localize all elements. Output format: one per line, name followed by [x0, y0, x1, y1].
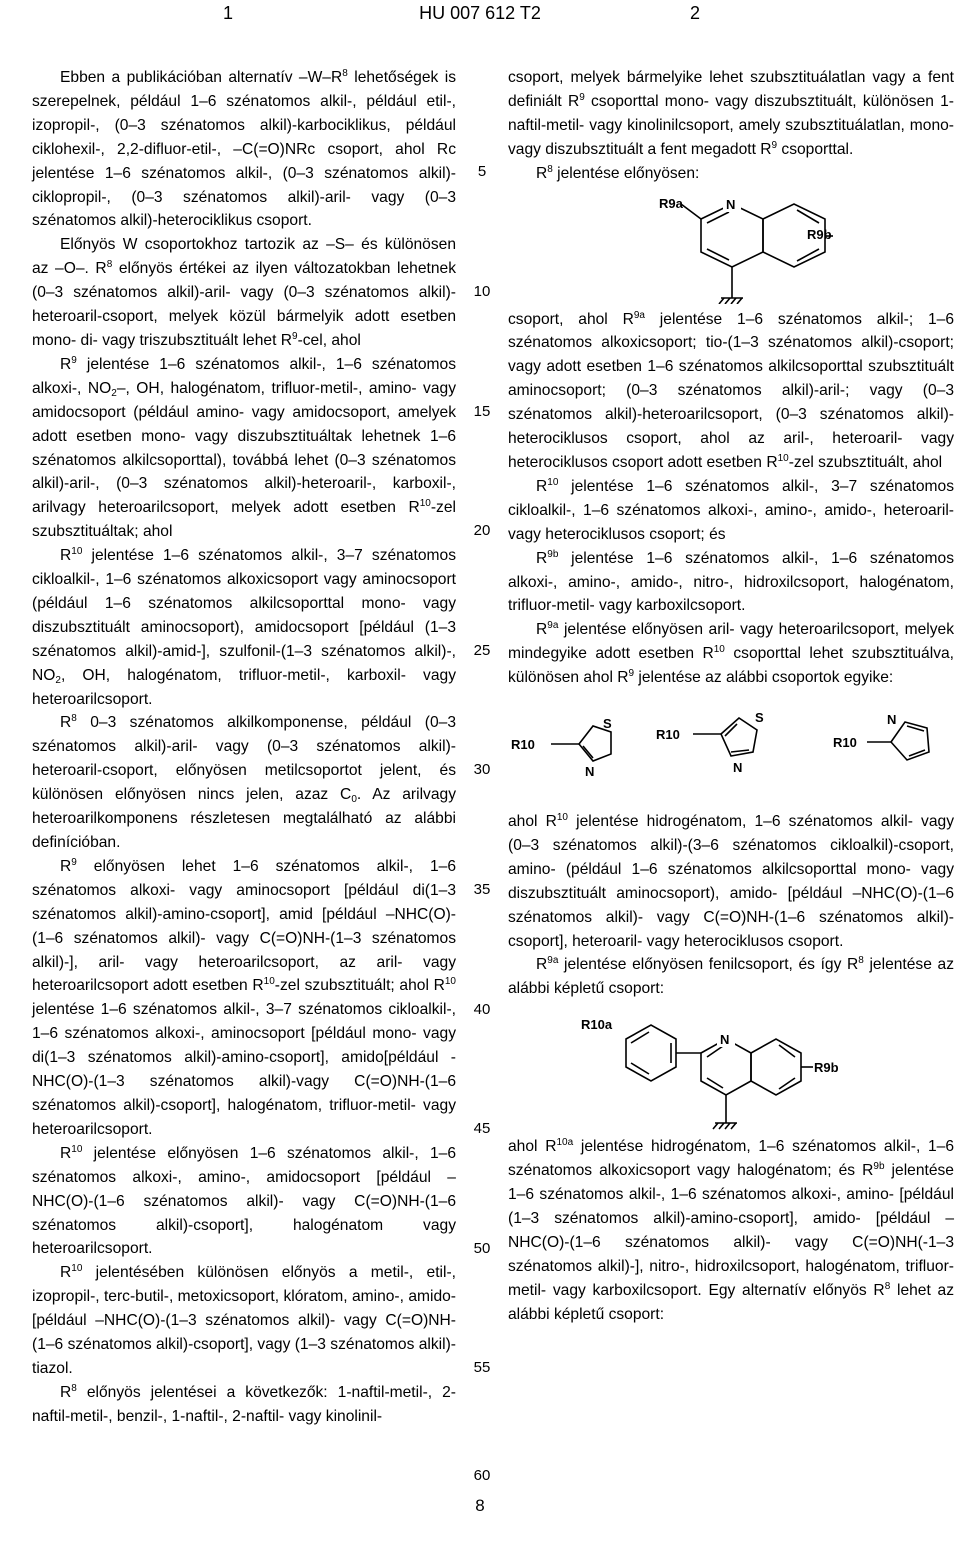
nitrogen-label: N	[720, 1032, 730, 1048]
paragraph: ahol $R^{10}$ jelentése hidrogénatom, 1–6 szénatomos alkil- vagy (0–3 szénatomos alkil)-(3–6 szénatomos cikloalkil)-csoport, amino- (például 1–6 szénatomos alkilcsoporttal mono- vagy diszubsztituált aminocsoport), amido- [például –NHC(O)-(1–6 szénatomos alkil)- vagy C(=O)NH-(1–6 szénatomos alkil)-csoport], heteroaril- vagy heterociklusos csoport.	[508, 812, 954, 950]
line-number: 35	[473, 881, 491, 898]
paragraph: $R^9$ előnyösen lehet 1–6 szénatomos alkil-, 1–6 szénatomos alkoxi- vagy aminocsoport [például di(1–3 szénatomos alkil)-amino-csoport], amid [például –NHC(O)-(1–6 szénatomos alkil)- vagy C(=O)NH-(1–3 szénatomos alkil)-], aril- vagy heteroarilcsoport, az aril- vagy heteroarilcsoport adott esetben $R^{10}$-zel szubsztituált; ahol $R^{10}$ jelentése 1–6 szénatomos alkil-, 3–7 szénatomos cikloalkil-, 1–6 szénatomos alkoxi-, aminocsoport [például mono- vagy di(1–3 szénatomos alkil)-amino-csoport], amido[például -NHC(O)-(1–3 szénatomos alkil)-vagy C(=O)NH-(1–6 szénatomos alkil)-csoport], halogénatom, trifluor-metil- vagy heteroarilcsoport.	[32, 856, 456, 1138]
line-number: 5	[477, 163, 487, 180]
r9b-label: R9b	[807, 226, 832, 242]
r9b-label: R9b	[814, 1060, 839, 1076]
page-number: 8	[475, 1496, 485, 1515]
paragraph: ahol $R^{10a}$ jelentése hidrogénatom, 1–6 szénatomos alkil-, 1–6 szénatomos alkoxicsoport vagy halogénatom; és $R^{9b}$ jelentése 1–6 szénatomos alkil-, 1–6 szénatomos alkoxi-, amino- [például (1–3 szénatomos alkil)-amino-csoport], amido- [például –NHC(O)-(1–6 szénatomos alkil)- vagy C(=O)NH(-1–3 szénatomos alkil)-], nitro-, hidroxilcsoport, halogénatom, trifluor-metil- vagy karboxilcsoport. Egy alternatív előnyös $R^8$ lehet az alábbi képletű csoport:	[508, 1137, 954, 1323]
paragraph: $R^8$ 0–3 szénatomos alkilkomponense, például (0–3 szénatomos alkil)-aril- vagy (0–3 szénatomos alkil)-heteroaril-csoport, előnyösen metilcsoportot jelent, és különösen előnyösen nincs jelen, azaz $C_0$. Az arilvagy heteroarilkomponens részletesen megtalálható az alábbi definícióban.	[32, 713, 456, 851]
left-column	[32, 66, 456, 1429]
line-number: 25	[473, 642, 491, 659]
patent-number: HU 007 612 T2	[419, 3, 541, 23]
line-number: 60	[473, 1467, 491, 1484]
nitrogen-label: N	[585, 764, 595, 780]
heteroaryl-groups-figure	[511, 706, 951, 796]
nitrogen-label: N	[733, 760, 743, 776]
quinoline-structure-figure	[621, 194, 841, 304]
paragraph: $R^{10}$ jelentése 1–6 szénatomos alkil-, 3–7 szénatomos cikloalkil-, 1–6 szénatomos alkoxicsoport vagy aminocsoport (például 1–6 szénatomos alkilcsoporttal mono- vagy diszubsztituált aminocsoport), amidocsoport [például (1–3 szénatomos alkil)-amid-], szulfonil-(1–3 szénatomos alkil)-, $NO_2$, OH, halogénatom, trifluor-metil-, karboxil- vagy heteroarilcsoport.	[32, 546, 456, 708]
line-number: 40	[473, 1001, 491, 1018]
phenylquinoline-structure-figure	[581, 1009, 881, 1131]
paragraph: Előnyös W csoportokhoz tartozik az –S– és különösen az –O–. $R^8$ előnyös értékei az ilyen változatokban lehetnek (0–3 szénatomos alkil)-aril- vagy (0–3 szénatomos alkil)-heteroaril-csoport, melyek közül bármelyik adott esetben mono- di- vagy triszubsztituált lehet $R^9$-cel, ahol	[32, 236, 457, 349]
paragraph: $R^9$ jelentése 1–6 szénatomos alkil-, 1–6 szénatomos alkoxi-, $NO_2-$, OH, halogénatom, trifluor-metil-, amino- vagy amidocsoport (például amino- vagy amidocsoport, amelyek adott esetben mono- vagy diszubsztituáltak lehetnek 1–6 szénatomos alkilcsoporttal), továbbá lehet (0–3 szénatomos alkil)-aril-, (0–3 szénatomos alkil)-heteroaril-, karboxil-, arilvagy heteroarilcsoport, melyek adott esetben $R^{10}$-zel szubsztituáltak; ahol	[32, 354, 456, 541]
line-number: 20	[473, 522, 491, 539]
line-number: 45	[473, 1120, 491, 1137]
line-number: 15	[473, 403, 491, 420]
paragraph: $R^{9a}$ jelentése előnyösen aril- vagy heteroarilcsoport, melyek mindegyike adott esetben $R^{10}$ csoporttal lehet szubsztituálva, különösen ahol $R^9$ jelentése az alábbi csoportok egyike:	[508, 620, 954, 687]
line-number: 50	[473, 1240, 491, 1257]
line-number: 10	[473, 283, 491, 300]
nitrogen-label: N	[726, 196, 736, 212]
sulfur-label: S	[755, 710, 764, 726]
paragraph: $R^{9a}$ jelentése előnyösen fenilcsoport, és így $R^8$ jelentése az alábbi képletű csoport:	[508, 955, 954, 998]
paragraph: $R^{9b}$ jelentése 1–6 szénatomos alkil-, 1–6 szénatomos alkoxi-, amino-, amido-, nitro-, hidroxilcsoport, halogénatom, trifluor-metil- vagy karboxilcsoport.	[508, 548, 954, 615]
r10a-label: R10a	[581, 1017, 613, 1033]
paragraph: csoport, melyek bármelyike lehet szubsztituálatlan vagy a fent definiált $R^9$ csoporttal mono- vagy diszubsztituált, különösen 1-naftil-metil- vagy kinolinilcsoport, amely szubsztituálatlan, mono- vagy diszubsztituált a fent megadott $R^9$ csoporttal.	[508, 69, 954, 158]
sulfur-label: S	[603, 716, 612, 732]
column-number-left: 1	[223, 3, 234, 23]
nitrogen-label: N	[887, 712, 897, 728]
r9a-label: R9a	[659, 195, 683, 211]
paragraph: $R^{10}$ jelentése 1–6 szénatomos alkil-, 3–7 szénatomos cikloalkil-, 1–6 szénatomos alkoxi-, amino-, amido-, heteroaril- vagy heterociklusos csoport; és	[508, 476, 954, 543]
line-number: 30	[473, 761, 491, 778]
paragraph: $R^{10}$ jelentése előnyösen 1–6 szénatomos alkil-, 1–6 szénatomos alkoxi-, amino-, amidocsoport [például –NHC(O)-(1–6 szénatomos alkil)- vagy C(=O)NH-(1–6 szénatomos alkil)-csoport], halogénatom vagy heteroarilcsoport.	[32, 1143, 456, 1258]
paragraph: $R^8$ jelentése előnyösen:	[536, 163, 700, 182]
column-number-right: 2	[690, 3, 701, 23]
r10-label: R10	[511, 737, 535, 753]
paragraph: Ebben a publikációban alternatív $-W-R^8$ lehetőségek is szerepelnek, például 1–6 szénatomos alkil-, például etil-, izopropil-, (0–3 szénatomos alkil)-karbociklikus, például ciklohexil-, 2,2-difluor-etil-, –C(=O)NRc csoport, ahol Rc jelentése 1–6 szénatomos alkil-, (0–3 szénatomos alkil)-ciklopropil-, (0–3 szénatomos alkil)-aril- vagy (0–3 szénatomos alkil)-heterociklikus csoport.	[32, 68, 456, 230]
paragraph: csoport, ahol $R^{9a}$ jelentése 1–6 szénatomos alkil-; 1–6 szénatomos alkoxicsoport; tio-(1–3 szénatomos alkil)-csoport; vagy adott esetben 1–6 szénatomos alkilcsoporttal szubsztituált aminocsoport; (0–3 szénatomos alkil)-aril-; vagy (0–3 szénatomos alkil)-heteroarilcsoport, (0–3 szénatomos alkil)-heterociklusos csoport, ahol az aril-, heteroaril- vagy heterociklusos csoport adott esetben $R^{10}$-zel szubsztituált, ahol	[508, 309, 954, 471]
right-column	[508, 66, 954, 1327]
paragraph: $R^{10}$ jelentésében különösen előnyös a metil-, etil-, izopropil-, terc-butil-, metoxicsoport, klóratom, amino-, amido- [például –NHC(O)-(1–3 szénatomos alkil)- vagy C(=O)NH-(1–6 szénatomos alkil)-csoport], vagy (1–3 szénatomos alkil)-tiazol.	[32, 1263, 456, 1377]
line-number: 55	[473, 1359, 491, 1376]
r10-label: R10	[656, 727, 680, 743]
r10-label: R10	[833, 735, 857, 751]
paragraph: $R^8$ előnyös jelentései a következők: 1-naftil-metil-, 2-naftil-metil-, benzil-, 1-naftil-, 2-naftil- vagy kinolinil-	[32, 1382, 456, 1425]
